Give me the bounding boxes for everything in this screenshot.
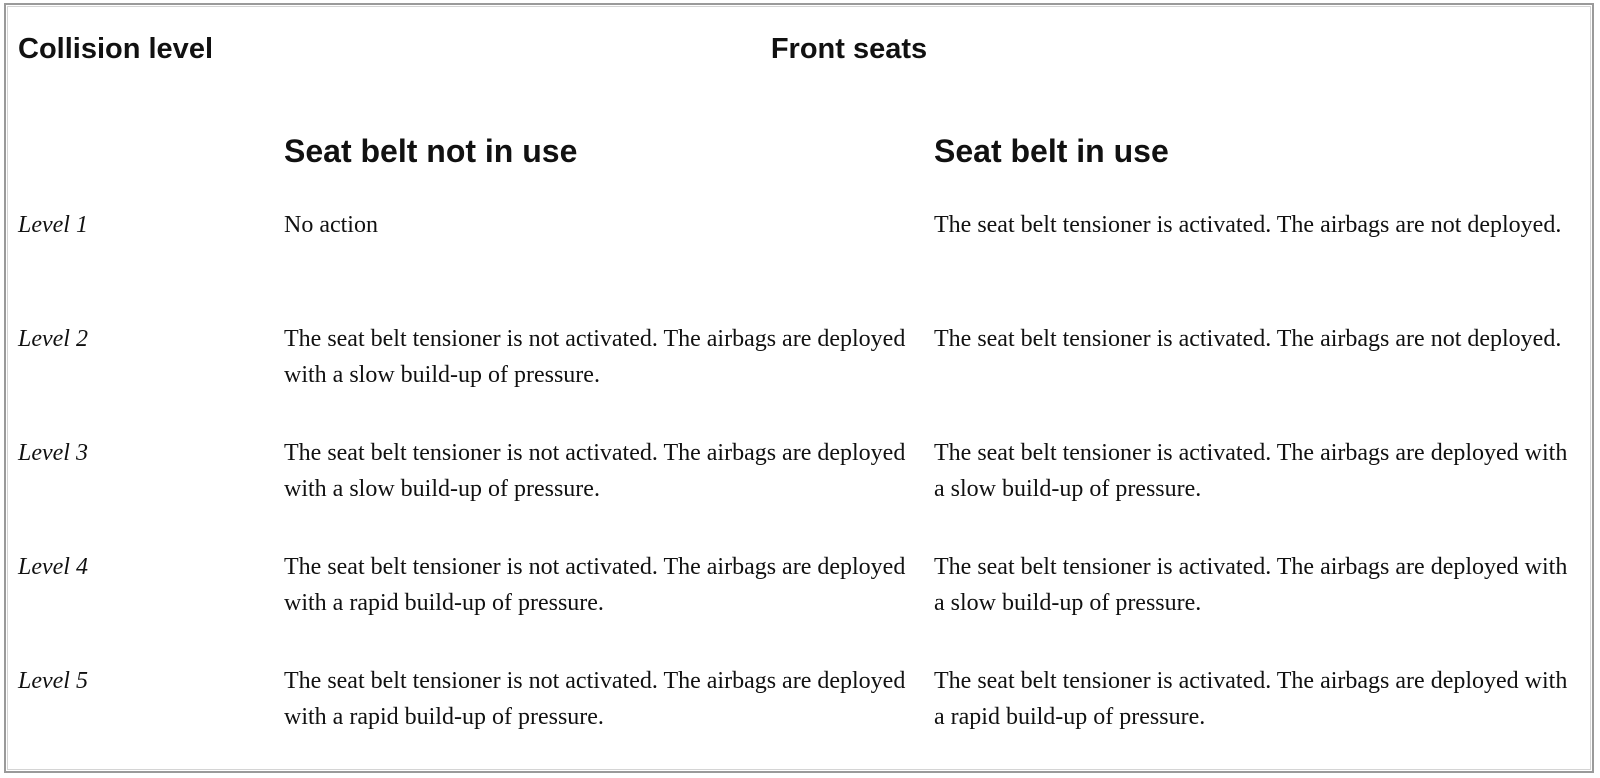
- in-use-cell: The seat belt tensioner is activated. The airbags are deployed with a rapid build-up of pressure.: [934, 668, 1568, 730]
- level-cell: Level 2: [18, 326, 88, 352]
- in-use-cell: The seat belt tensioner is activated. The airbags are deployed with a slow build-up of pressure.: [934, 440, 1568, 502]
- table-frame: [4, 3, 1594, 773]
- level-cell: Level 5: [18, 668, 88, 694]
- level-cell: Level 1: [18, 212, 88, 238]
- seat-belt-not-in-use-header: Seat belt not in use: [284, 133, 578, 169]
- not-in-use-cell: The seat belt tensioner is not activated. The airbags are deployed with a rapid build-up of pressure.: [284, 554, 906, 616]
- header-row-top: [18, 31, 1578, 131]
- front-seats-header: Front seats: [770, 33, 928, 65]
- header-empty-cell: [18, 131, 284, 207]
- not-in-use-cell: No action: [284, 212, 378, 238]
- in-use-cell: The seat belt tensioner is activated. The airbags are not deployed.: [934, 212, 1562, 238]
- in-use-cell: The seat belt tensioner is activated. The airbags are not deployed.: [934, 326, 1562, 352]
- level-cell: Level 4: [18, 554, 88, 580]
- seat-belt-in-use-header: Seat belt in use: [934, 133, 1169, 169]
- header-row-sub: [18, 131, 1578, 207]
- not-in-use-cell: The seat belt tensioner is not activated. The airbags are deployed with a rapid build-up of pressure.: [284, 668, 906, 730]
- not-in-use-cell: The seat belt tensioner is not activated. The airbags are deployed with a slow build-up of pressure.: [284, 326, 906, 388]
- table-row: [18, 207, 1578, 321]
- table-row: [18, 435, 1578, 549]
- table-row: [18, 321, 1578, 435]
- not-in-use-cell: The seat belt tensioner is not activated. The airbags are deployed with a slow build-up of pressure.: [284, 440, 906, 502]
- table-row: [18, 549, 1578, 663]
- table-row: [18, 663, 1578, 777]
- collision-level-header: Collision level: [18, 33, 213, 65]
- collision-level-table: [18, 31, 1578, 777]
- level-cell: Level 3: [18, 440, 88, 466]
- in-use-cell: The seat belt tensioner is activated. The airbags are deployed with a slow build-up of pressure.: [934, 554, 1568, 616]
